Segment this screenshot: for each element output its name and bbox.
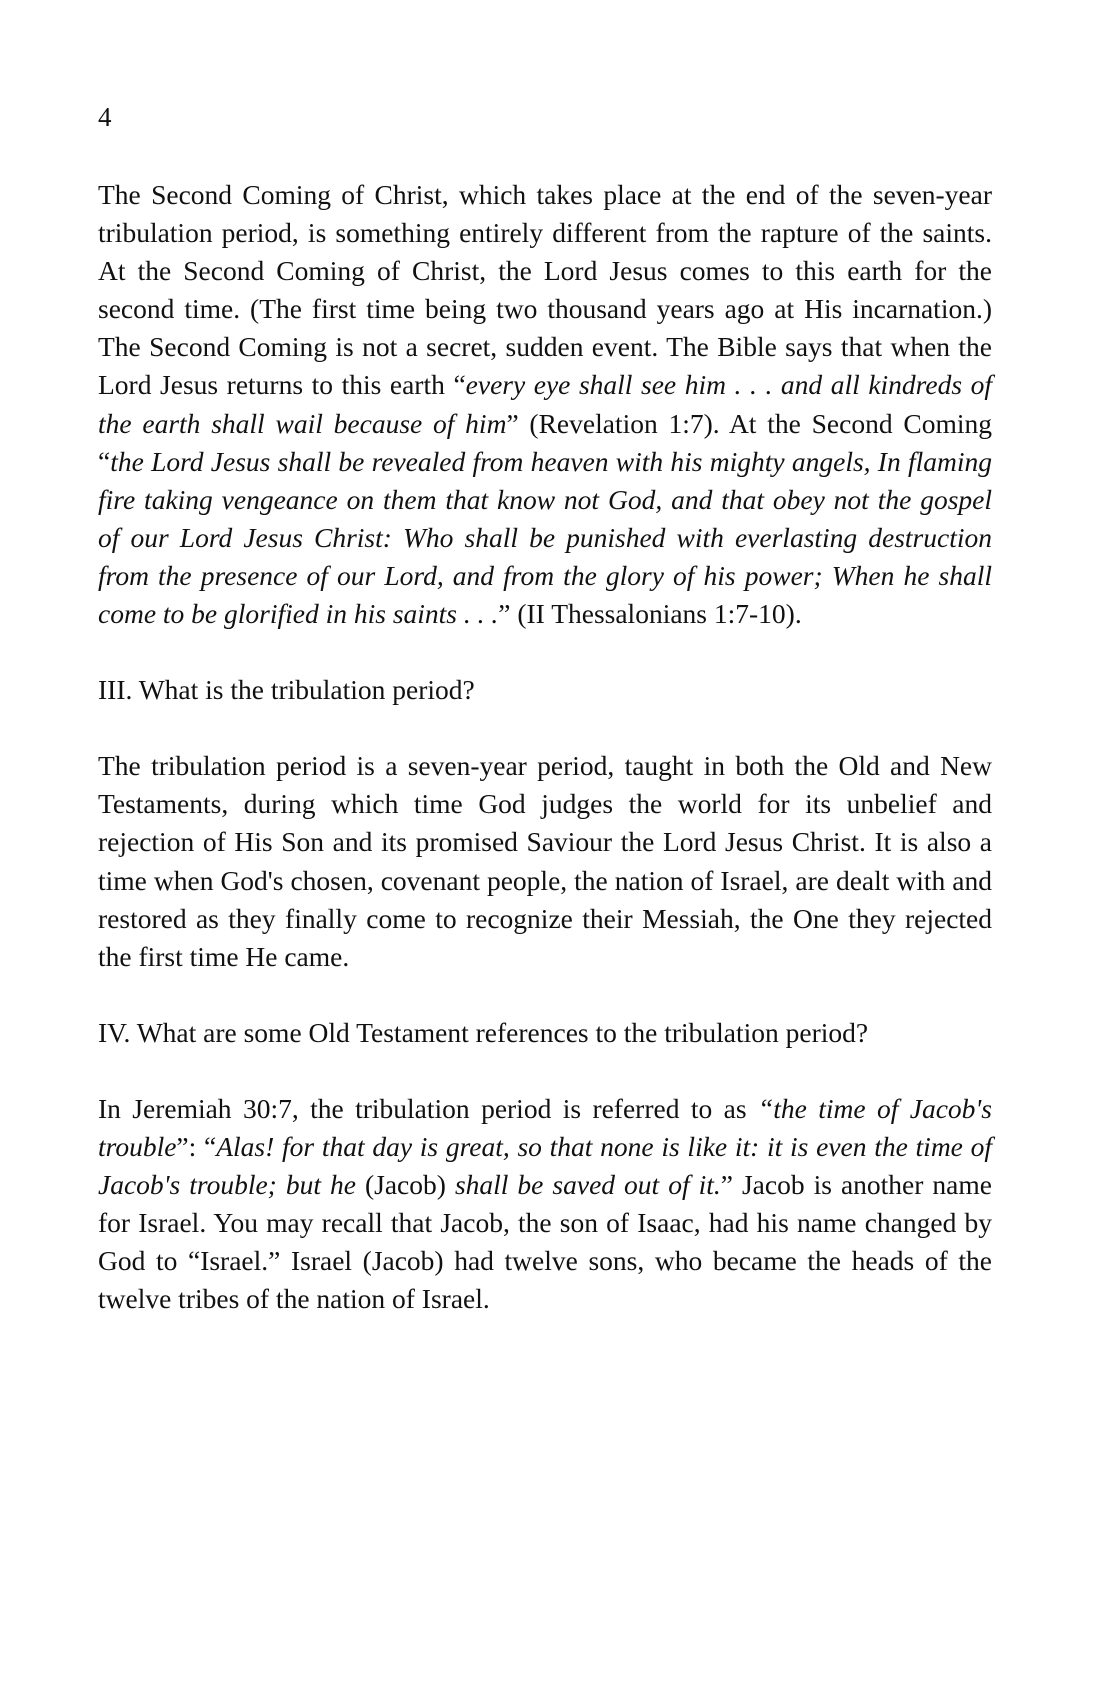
paragraph-text: ”: “ [176, 1130, 217, 1162]
paragraph-text: The Second Coming of Christ, which takes place at the end of the seven-year tribulation period, is something entirely different from the rapture of the saints. At the Second Coming of Christ, the Lord Jesus comes to this earth for the second time. (The first time being two thousand years ago at His incarnation.) The Second Coming is not a secret, sudden event. The Bible says that when the Lord Jesus returns to this earth “ [98, 179, 992, 401]
paragraph-second-coming [98, 176, 992, 633]
question-heading-3: III. What is the tribulation period? [98, 674, 475, 706]
scripture-quote-jacobs-trouble: “the time of Jacob's trouble [98, 1092, 992, 1162]
paragraph-text: ” (II Thessalonians 1:7-10). [498, 598, 802, 630]
paragraph-tribulation-period: The tribulation period is a seven-year period, taught in both the Old and New Testaments, during which time God judges the world for its unbelief and rejection of His Son and its promised Saviour the Lord Jesus Christ. It is also a time when God's chosen, covenant people, the nation of Israel, are dealt with and restored as they finally come to recognize their Messiah, the One they rejected the first time He came. [98, 750, 992, 972]
paragraph-text: In Jeremiah 30:7, the tribulation period is referred to as [98, 1092, 758, 1124]
paragraph-gap [98, 976, 992, 1014]
paragraph-gap [98, 633, 992, 671]
paragraph-gap [98, 709, 992, 747]
paragraph-jeremiah [98, 1090, 992, 1319]
scripture-quote-jeremiah: Alas! for that day is great, so that none is like it: it is even the time of Jacob's trouble; but he [98, 1130, 993, 1201]
paragraph-text: ” (Revelation 1:7). At the Second Coming “ [98, 407, 992, 477]
page-content [98, 176, 992, 1318]
question-heading-4: IV. What are some Old Testament references to the tribulation period? [98, 1016, 869, 1048]
scripture-quote-saved: shall be saved out of it. [454, 1169, 721, 1201]
page-number: 4 [98, 102, 112, 132]
scripture-quote-thessalonians: the Lord Jesus shall be revealed from heaven with his mighty angels, In flaming fire taking vengeance on them that know not God, and that obey not the gospel of our Lord Jesus Christ: Who shall be punished with everlasting destruction from the presence of our Lord, and from the glory of his power; When he shall come to be glorified in his saints . . . [98, 445, 992, 630]
paragraph-text: (Jacob) [355, 1169, 455, 1201]
paragraph-text: ” Jacob is another name for Israel. You may recall that Jacob, the son of Isaac, had his name changed by God to “Israel.” Israel (Jacob) had twelve sons, who became the heads of the twelve tribes of the nation of Israel. [98, 1169, 992, 1315]
scripture-quote-revelation: every eye shall see him . . . and all kindreds of the earth shall wail because of him [98, 369, 992, 439]
paragraph-gap [98, 1052, 992, 1090]
